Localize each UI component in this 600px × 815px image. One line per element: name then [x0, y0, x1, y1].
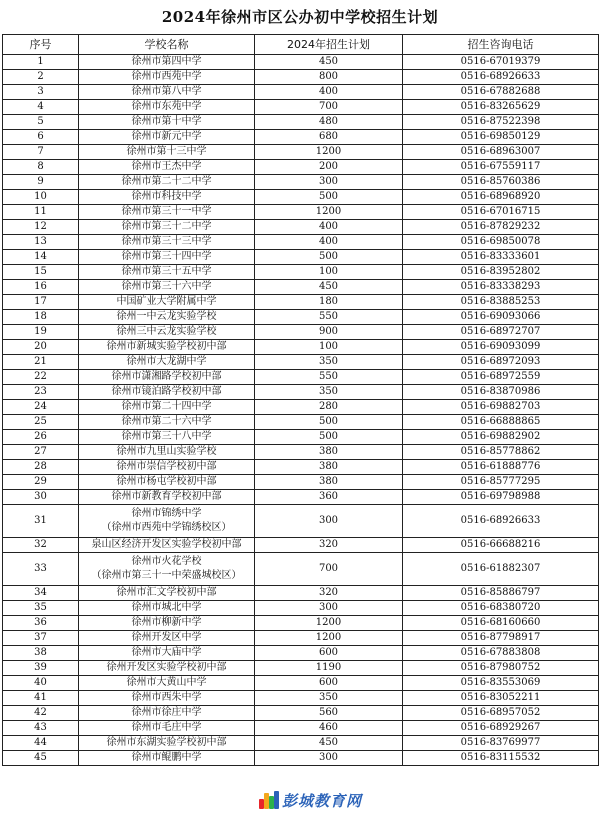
site-watermark	[256, 789, 365, 811]
table-row	[3, 295, 599, 310]
cell-phone: 0516-68968920	[403, 190, 599, 205]
cell-index: 36	[3, 616, 79, 631]
table-row	[3, 490, 599, 505]
cell-index: 33	[3, 553, 79, 586]
table-row	[3, 475, 599, 490]
cell-phone: 0516-68929267	[403, 721, 599, 736]
cell-enrollment: 1200	[255, 145, 403, 160]
cell-enrollment: 400	[255, 235, 403, 250]
cell-school-name: 中国矿业大学附属中学	[79, 295, 255, 310]
cell-enrollment: 550	[255, 370, 403, 385]
cell-phone: 0516-68963007	[403, 145, 599, 160]
cell-phone: 0516-85886797	[403, 586, 599, 601]
cell-phone: 0516-87829232	[403, 220, 599, 235]
cell-enrollment: 300	[255, 601, 403, 616]
table-row	[3, 751, 599, 766]
watermark-text: 彭城教育网	[282, 791, 363, 810]
cell-phone: 0516-83769977	[403, 736, 599, 751]
cell-school-name: 徐州市第三十五中学	[79, 265, 255, 280]
cell-phone: 0516-83870986	[403, 385, 599, 400]
table-row	[3, 631, 599, 646]
cell-enrollment: 380	[255, 460, 403, 475]
table-row	[3, 220, 599, 235]
cell-school-name: 徐州市潇湘路学校初中部	[79, 370, 255, 385]
cell-enrollment: 400	[255, 220, 403, 235]
table-row	[3, 706, 599, 721]
cell-phone: 0516-83333601	[403, 250, 599, 265]
cell-school-name: 徐州市柳新中学	[79, 616, 255, 631]
cell-enrollment: 450	[255, 280, 403, 295]
cell-enrollment: 480	[255, 115, 403, 130]
cell-index: 38	[3, 646, 79, 661]
cell-index: 21	[3, 355, 79, 370]
cell-index: 7	[3, 145, 79, 160]
cell-index: 18	[3, 310, 79, 325]
cell-phone: 0516-68380720	[403, 601, 599, 616]
table-row	[3, 676, 599, 691]
cell-enrollment: 360	[255, 490, 403, 505]
cell-enrollment: 380	[255, 475, 403, 490]
cell-index: 9	[3, 175, 79, 190]
logo-bar	[274, 791, 279, 809]
table-row	[3, 586, 599, 601]
cell-enrollment: 100	[255, 340, 403, 355]
cell-index: 40	[3, 676, 79, 691]
cell-index: 17	[3, 295, 79, 310]
cell-phone: 0516-68160660	[403, 616, 599, 631]
cell-enrollment: 560	[255, 706, 403, 721]
table-row	[3, 280, 599, 295]
cell-school-name: 徐州三中云龙实验学校	[79, 325, 255, 340]
cell-index: 27	[3, 445, 79, 460]
table-row	[3, 85, 599, 100]
cell-phone: 0516-69882703	[403, 400, 599, 415]
cell-index: 26	[3, 430, 79, 445]
table-row	[3, 235, 599, 250]
cell-phone: 0516-68972559	[403, 370, 599, 385]
cell-school-name: 徐州市第二十六中学	[79, 415, 255, 430]
table-row	[3, 616, 599, 631]
header-index: 序号	[3, 35, 79, 55]
table-row	[3, 70, 599, 85]
cell-school-name: 徐州市第二十二中学	[79, 175, 255, 190]
cell-phone: 0516-83952802	[403, 265, 599, 280]
cell-enrollment: 450	[255, 55, 403, 70]
cell-school-name: 徐州市第八中学	[79, 85, 255, 100]
cell-index: 4	[3, 100, 79, 115]
table-row	[3, 505, 599, 538]
cell-index: 5	[3, 115, 79, 130]
cell-phone: 0516-68926633	[403, 70, 599, 85]
cell-index: 16	[3, 280, 79, 295]
cell-index: 28	[3, 460, 79, 475]
cell-index: 24	[3, 400, 79, 415]
cell-index: 11	[3, 205, 79, 220]
cell-enrollment: 100	[255, 265, 403, 280]
cell-index: 13	[3, 235, 79, 250]
cell-index: 8	[3, 160, 79, 175]
cell-index: 34	[3, 586, 79, 601]
cell-phone: 0516-85778862	[403, 445, 599, 460]
cell-school-name: 徐州市东苑中学	[79, 100, 255, 115]
cell-enrollment: 1200	[255, 205, 403, 220]
cell-index: 3	[3, 85, 79, 100]
cell-phone: 0516-66688216	[403, 538, 599, 553]
cell-enrollment: 700	[255, 100, 403, 115]
cell-school-name: 徐州开发区实验学校初中部	[79, 661, 255, 676]
cell-school-name: 徐州市第二十四中学	[79, 400, 255, 415]
table-body	[3, 55, 599, 766]
cell-enrollment: 350	[255, 691, 403, 706]
table-row	[3, 340, 599, 355]
cell-index: 15	[3, 265, 79, 280]
cell-enrollment: 400	[255, 85, 403, 100]
cell-school-name: 徐州一中云龙实验学校	[79, 310, 255, 325]
cell-school-name: 徐州市第三十四中学	[79, 250, 255, 265]
cell-enrollment: 500	[255, 250, 403, 265]
cell-index: 42	[3, 706, 79, 721]
cell-phone: 0516-83553069	[403, 676, 599, 691]
cell-enrollment: 280	[255, 400, 403, 415]
cell-index: 1	[3, 55, 79, 70]
cell-school-name: 徐州市王杰中学	[79, 160, 255, 175]
cell-enrollment: 300	[255, 505, 403, 538]
cell-school-name: 徐州市新教育学校初中部	[79, 490, 255, 505]
cell-phone: 0516-61882307	[403, 553, 599, 586]
cell-school-name: 徐州市第四中学	[79, 55, 255, 70]
cell-school-name: 徐州市镜泊路学校初中部	[79, 385, 255, 400]
table-row	[3, 205, 599, 220]
table-header-row	[3, 35, 599, 55]
table-row	[3, 415, 599, 430]
cell-phone: 0516-85760386	[403, 175, 599, 190]
cell-enrollment: 1190	[255, 661, 403, 676]
cell-school-name: 徐州市第三十二中学	[79, 220, 255, 235]
cell-enrollment: 700	[255, 553, 403, 586]
cell-phone: 0516-69850129	[403, 130, 599, 145]
table-row	[3, 601, 599, 616]
cell-phone: 0516-68972093	[403, 355, 599, 370]
cell-phone: 0516-83885253	[403, 295, 599, 310]
cell-enrollment: 680	[255, 130, 403, 145]
cell-phone: 0516-83052211	[403, 691, 599, 706]
cell-enrollment: 800	[255, 70, 403, 85]
cell-phone: 0516-67559117	[403, 160, 599, 175]
table-row	[3, 736, 599, 751]
cell-phone: 0516-69093099	[403, 340, 599, 355]
cell-enrollment: 200	[255, 160, 403, 175]
cell-index: 12	[3, 220, 79, 235]
cell-phone: 0516-87522398	[403, 115, 599, 130]
cell-index: 39	[3, 661, 79, 676]
cell-school-name: 徐州市第三十三中学	[79, 235, 255, 250]
cell-school-name: 泉山区经济开发区实验学校初中部	[79, 538, 255, 553]
cell-school-name: 徐州市第三十六中学	[79, 280, 255, 295]
cell-index: 6	[3, 130, 79, 145]
cell-index: 35	[3, 601, 79, 616]
table-row	[3, 661, 599, 676]
cell-index: 41	[3, 691, 79, 706]
cell-index: 45	[3, 751, 79, 766]
cell-enrollment: 320	[255, 586, 403, 601]
cell-enrollment: 350	[255, 355, 403, 370]
cell-index: 22	[3, 370, 79, 385]
table-row	[3, 691, 599, 706]
table-row	[3, 190, 599, 205]
cell-school-name: 徐州市九里山实验学校	[79, 445, 255, 460]
cell-index: 29	[3, 475, 79, 490]
table-row	[3, 460, 599, 475]
cell-index: 30	[3, 490, 79, 505]
cell-phone: 0516-67882688	[403, 85, 599, 100]
cell-school-name: 徐州市锦绣中学 （徐州市西苑中学锦绣校区）	[79, 505, 255, 538]
cell-index: 44	[3, 736, 79, 751]
cell-school-name: 徐州市东湖实验学校初中部	[79, 736, 255, 751]
cell-enrollment: 380	[255, 445, 403, 460]
cell-index: 32	[3, 538, 79, 553]
table-row	[3, 370, 599, 385]
cell-index: 2	[3, 70, 79, 85]
cell-enrollment: 300	[255, 175, 403, 190]
table-row	[3, 265, 599, 280]
cell-phone: 0516-68972707	[403, 325, 599, 340]
cell-phone: 0516-67019379	[403, 55, 599, 70]
table-row	[3, 538, 599, 553]
cell-phone: 0516-68957052	[403, 706, 599, 721]
cell-enrollment: 180	[255, 295, 403, 310]
table-row	[3, 55, 599, 70]
cell-phone: 0516-69798988	[403, 490, 599, 505]
table-row	[3, 445, 599, 460]
cell-school-name: 徐州市崇信学校初中部	[79, 460, 255, 475]
table-row	[3, 721, 599, 736]
cell-school-name: 徐州市第十三中学	[79, 145, 255, 160]
table-row	[3, 385, 599, 400]
enrollment-table	[2, 34, 599, 766]
cell-enrollment: 320	[255, 538, 403, 553]
cell-school-name: 徐州市杨屯学校初中部	[79, 475, 255, 490]
cell-school-name: 徐州市鲲鹏中学	[79, 751, 255, 766]
cell-enrollment: 460	[255, 721, 403, 736]
cell-enrollment: 300	[255, 751, 403, 766]
cell-enrollment: 500	[255, 430, 403, 445]
cell-phone: 0516-83338293	[403, 280, 599, 295]
cell-enrollment: 500	[255, 190, 403, 205]
table-row	[3, 325, 599, 340]
header-school-name: 学校名称	[79, 35, 255, 55]
cell-school-name: 徐州市大龙湖中学	[79, 355, 255, 370]
cell-school-name: 徐州市科技中学	[79, 190, 255, 205]
cell-phone: 0516-67883808	[403, 646, 599, 661]
cell-school-name: 徐州开发区中学	[79, 631, 255, 646]
cell-school-name: 徐州市西朱中学	[79, 691, 255, 706]
cell-index: 20	[3, 340, 79, 355]
cell-school-name: 徐州市毛庄中学	[79, 721, 255, 736]
cell-phone: 0516-87980752	[403, 661, 599, 676]
cell-phone: 0516-69882902	[403, 430, 599, 445]
cell-phone: 0516-83115532	[403, 751, 599, 766]
cell-school-name: 徐州市城北中学	[79, 601, 255, 616]
cell-phone: 0516-61888776	[403, 460, 599, 475]
cell-phone: 0516-66888865	[403, 415, 599, 430]
book-logo-icon	[259, 791, 279, 809]
cell-enrollment: 450	[255, 736, 403, 751]
cell-phone: 0516-69093066	[403, 310, 599, 325]
cell-index: 23	[3, 385, 79, 400]
cell-phone: 0516-83265629	[403, 100, 599, 115]
table-row	[3, 145, 599, 160]
table-row	[3, 553, 599, 586]
table-row	[3, 646, 599, 661]
cell-enrollment: 900	[255, 325, 403, 340]
cell-enrollment: 350	[255, 385, 403, 400]
table-row	[3, 160, 599, 175]
cell-enrollment: 1200	[255, 631, 403, 646]
cell-enrollment: 1200	[255, 616, 403, 631]
table-row	[3, 310, 599, 325]
table-row	[3, 175, 599, 190]
cell-school-name: 徐州市大庙中学	[79, 646, 255, 661]
cell-school-name: 徐州市西苑中学	[79, 70, 255, 85]
cell-school-name: 徐州市第三十一中学	[79, 205, 255, 220]
table-row	[3, 355, 599, 370]
cell-index: 10	[3, 190, 79, 205]
header-enrollment-plan: 2024年招生计划	[255, 35, 403, 55]
cell-index: 43	[3, 721, 79, 736]
table-row	[3, 430, 599, 445]
cell-enrollment: 600	[255, 676, 403, 691]
cell-index: 31	[3, 505, 79, 538]
header-phone: 招生咨询电话	[403, 35, 599, 55]
table-row	[3, 115, 599, 130]
cell-enrollment: 500	[255, 415, 403, 430]
cell-index: 37	[3, 631, 79, 646]
cell-school-name: 徐州市火花学校 （徐州市第三十一中荣盛城校区）	[79, 553, 255, 586]
cell-school-name: 徐州市汇文学校初中部	[79, 586, 255, 601]
table-row	[3, 400, 599, 415]
cell-enrollment: 550	[255, 310, 403, 325]
cell-phone: 0516-85777295	[403, 475, 599, 490]
cell-index: 19	[3, 325, 79, 340]
cell-index: 25	[3, 415, 79, 430]
cell-school-name: 徐州市第十中学	[79, 115, 255, 130]
table-row	[3, 130, 599, 145]
cell-phone: 0516-69850078	[403, 235, 599, 250]
cell-phone: 0516-67016715	[403, 205, 599, 220]
table-row	[3, 250, 599, 265]
page-title: 2024年徐州市区公办初中学校招生计划	[161, 8, 439, 26]
cell-school-name: 徐州市新城实验学校初中部	[79, 340, 255, 355]
cell-school-name: 徐州市第三十八中学	[79, 430, 255, 445]
cell-school-name: 徐州市新元中学	[79, 130, 255, 145]
cell-enrollment: 600	[255, 646, 403, 661]
cell-school-name: 徐州市大黄山中学	[79, 676, 255, 691]
cell-phone: 0516-68926633	[403, 505, 599, 538]
table-row	[3, 100, 599, 115]
cell-school-name: 徐州市徐庄中学	[79, 706, 255, 721]
cell-phone: 0516-87798917	[403, 631, 599, 646]
cell-index: 14	[3, 250, 79, 265]
